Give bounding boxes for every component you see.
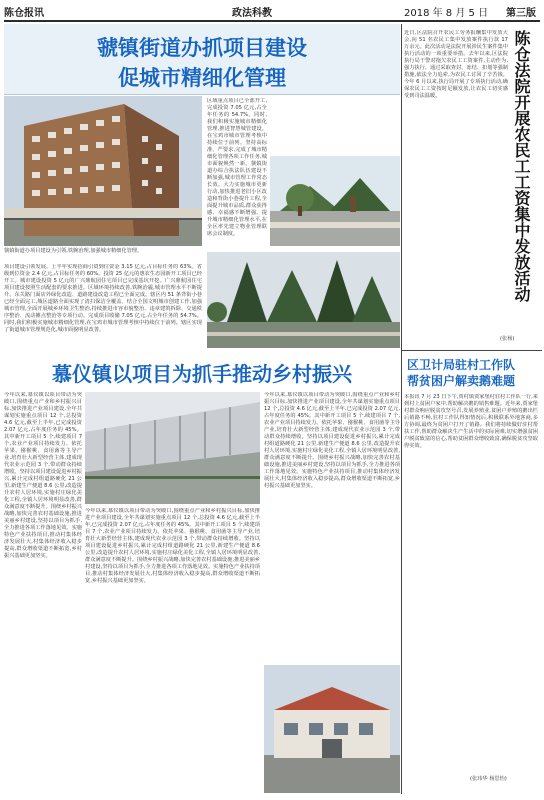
page-header — [0, 0, 544, 22]
trees-photo — [207, 252, 400, 348]
story-guozhen-body: 项目建设引领发展。上半年实现招商引资到位资金 3.15 亿元,占目标任务的 63%。省级到位资金 2.4 亿元,占目标任务的 60%。投资 25 亿元的惠农生态园新开工项目已经开工。城市建设投资 5 亿元的广兴鼎航园住宅项目已完成基坑开挖。广兴鼎航园住宅项目建设按照生活配套的要求推进。区域环境持续改善,铁腕治霾,城市管理水平不断提升。东关路门面店外绿化改造、道路建设改造工程已全面完成。辖区内 51 条背街小巷已经全面完工,城区道路全面实现了清扫保洁全覆盖。结合全国文明城市创建工作,加强城市管理,全面开展城乡环境卫生整治,持续推进市容市貌整治、违章建筑拆除、交通秩序整治、流动摊点整治等专项行动。完成项目收储 7.05 亿元,占全年任务的 54.7%。同时,我们积极实施城市精细化管理,在宝鸡市城市管理考核中持续位于前列。辖区实现了街道城市管理规范化,城市面貌明显改善。 — [4, 264, 202, 333]
story-guozhen-title-2: 促城市精细化管理 — [118, 65, 286, 90]
column-divider — [401, 24, 402, 794]
story-muyi-body-col3: 今年以来,慕仪镇以项目带动为突破口,围绕重点产业和乡村振兴目标,加快推进产业项目建设,全年共谋划实施重点项目 12 个,总投资 4.6 亿元,截至上半年,已完成投资 2.07 亿元,占年度任务的 45%。其中新开工项目 5 个,续建项目 7 个,农业产业项目持续发力。依托苹果、猕猴桃、食用菌等主导产业,培育壮大新型经营主体,建成现代农业示范园 3 个,带动群众持续增收。坚持以项目建设促进乡村振兴,累计完成村组道路硬化 21 公里,新建生产便道 8.6 公里,改造提升农村人居环境,实施村庄绿化美化工程,全镇人居环境明显改善,群众满意度不断提升。围绕乡村振兴战略,加快完善农村基础设施,推进美丽乡村建设,坚持以项目为抓手,全力推进各项工作落地见效。实施特色产业扶持项目,推动村集体经济发展壮大,村集体经济收入稳步提高,群众增收渠道不断拓宽,乡村振兴基础更加坚实。 — [264, 392, 400, 489]
story-court-credit: (张杨) — [500, 336, 515, 342]
story-guozhen-title-1: 虢镇街道办抓项目建设 — [97, 35, 307, 60]
story-court-title: 陈仓法院开展农民工工资集中发放活动 — [512, 30, 531, 302]
header-page: 第三版 — [506, 8, 536, 19]
story-muyi-body: 今年以来,慕仪镇以项目带动为突破口,围绕重点产业和乡村振兴目标,加快推进产业项目建设,全年共谋划实施重点项目 12 个,总投资 4.6 亿元,截至上半年,已完成投资 2.07 亿元,占年度任务的 45%。其中新开工项目 5 个,续建项目 7 个,农业产业项目持续发力。依托苹果、猕猴桃、食用菌等主导产业,培育壮大新型经营主体,建成现代农业示范园 3 个,带动群众持续增收。坚持以项目建设促进乡村振兴,累计完成村组道路硬化 21 公里,新建生产便道 8.6 公里,改造提升农村人居环境,实施村庄绿化美化工程,全镇人居环境明显改善,群众满意度不断提升。围绕乡村振兴战略,加快完善农村基础设施,推进美丽乡村建设,坚持以项目为抓手,全力推进各项工作落地见效。实施特色产业扶持项目,推动村集体经济发展壮大,村集体经济收入稳步提高,群众增收渠道不断拓宽,乡村振兴基础更加坚实。 — [4, 392, 82, 559]
header-center: 政法科教 — [232, 8, 272, 19]
header-rule — [4, 20, 540, 22]
building-photo — [4, 96, 202, 246]
story-village-title-1: 区卫计局驻村工作队 — [407, 358, 516, 372]
road-photo — [270, 156, 400, 246]
story-muyi-headline-box — [4, 352, 400, 390]
story-guozhen-headline-box — [4, 24, 400, 95]
story-muyi-title: 慕仪镇以项目为抓手推动乡村振兴 — [52, 362, 352, 386]
story-village-credit: (张玮华 杨思怡) — [470, 776, 507, 782]
story-village-body: 本报讯 7 月 23 日下午,贾村镇贾家堡村驻村工作队一行,来到村上贫困户家中,帮助解决鹅的销售难题。近年来,贾家堡村群众响应脱贫攻坚号召,发展养殖业,贫困户养殖的鹅出栏后销路不畅,驻村工作队得知情况后,积极联系外地客商,多方协调,最终为贫困户打开了销路。我们将持续做好驻村帮扶工作,帮助群众解决生产生活中的实际困难,切实增强贫困户脱贫致富的信心,帮助贫困群众增收致富,确保脱贫攻坚取得实效。 — [404, 394, 538, 449]
building-photo-caption: 虢镇街道办项目建设为引领,铁腕治理,加强城市精细化管理。 — [4, 248, 143, 254]
header-left: 陈仓报讯 — [4, 8, 44, 19]
story-muyi-body-col2: 今年以来,慕仪镇以项目带动为突破口,围绕重点产业和乡村振兴目标,加快推进产业项目建设,全年共谋划实施重点项目 12 个,总投资 4.6 亿元,截至上半年,已完成投资 2.07 亿元,占年度任务的 45%。其中新开工项目 5 个,续建项目 7 个,农业产业项目持续发力。依托苹果、猕猴桃、食用菌等主导产业,培育壮大新型经营主体,建成现代农业示范园 3 个,带动群众持续增收。坚持以项目建设促进乡村振兴,累计完成村组道路硬化 21 公里,新建生产便道 8.6 公里,改造提升农村人居环境,实施村庄绿化美化工程,全镇人居环境明显改善,群众满意度不断提升。围绕乡村振兴战略,加快完善农村基础设施,推进美丽乡村建设,坚持以项目为抓手,全力推进各项工作落地见效。实施特色产业扶持项目,推动村集体经济发展壮大,村集体经济收入稳步提高,群众增收渠道不断拓宽,乡村振兴基础更加坚实。 — [85, 508, 260, 584]
story-court-body: 近日,区法院召开农民工劳务报酬集中发放大会,向 51 名农民工集中发放案件执行款 17 万余元。此次活动是法院开展涉民生案件集中执行活动的一项重要举措。去年以来,区法院执行局干警对拖欠农民工工资案件,主动作为,强力执行。通过采取查封、冻结、扣划等强制措施,依法全力追索,为农民工讨回了辛苦钱。今年 6 月以来,执行局开展了专项执行活动,确保农民工工资按时足额发放,让农民工切实感受到司法温暖。 — [404, 30, 508, 99]
story-village-title-2: 帮贫困户解卖鹅难题 — [407, 374, 516, 388]
story-guozhen — [4, 24, 400, 352]
story-guozhen-body-col2: 区域重点项目已全部开工,完成投资 7.05 亿元,占全年任务的 54.7%。同时,我们积极实施城市精细化管理,推进智慧城管建设。在宝鸡市城市管理考核中持续位于前列。坚持高标准、严要求,完成了城市精细化管理各项工作任务,城市面貌焕然一新。虢镇街道办综合执法队伍建设不断加强,城市管理工作常态长效。大力实施城市更新行动,加快推进老旧小区改造和背街小巷提升工程,全面提升城市品质,群众获得感、幸福感不断增强。提升城市精细化管理水平,在全区率先建立物业管理联席会议制度。 — [207, 98, 267, 237]
header-date: 2018 年 8 月 5 日 — [404, 8, 489, 19]
factory-photo — [264, 665, 400, 793]
section-divider — [402, 350, 542, 351]
greenhouse-photo — [85, 392, 260, 504]
